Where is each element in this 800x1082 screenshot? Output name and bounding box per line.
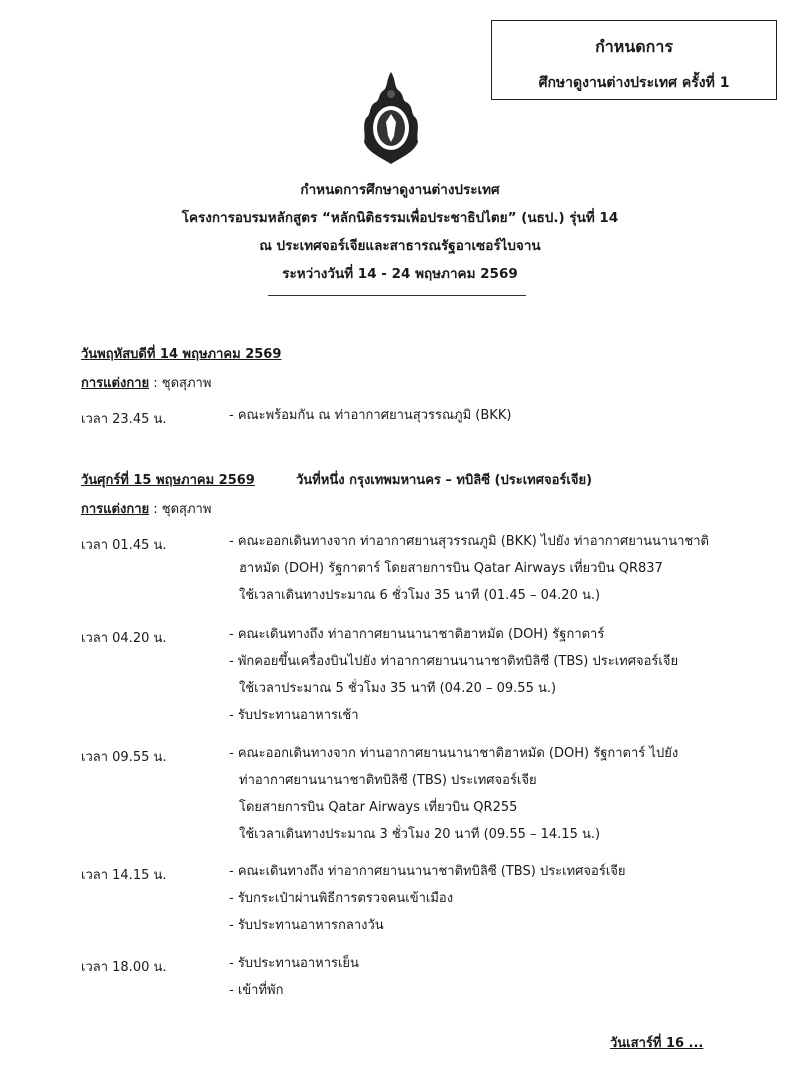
entry-time: เวลา 09.55 น. [81, 750, 167, 765]
entry-line: - รับกระเป๋าผ่านพิธีการตรวจคนเข้าเมือง [229, 891, 454, 906]
document-header [0, 176, 800, 288]
box-title: กำหนดการ [595, 37, 673, 56]
entry-lines [229, 402, 729, 429]
dress-code-label: การแต่งกาย [81, 376, 150, 391]
day-title: วันที่หนึ่ง กรุงเทพมหานคร – ทบิลิซี (ประเทศจอร์เจีย) [296, 473, 593, 488]
entry-line: - เข้าที่พัก [229, 983, 284, 998]
entry-line: ฮาหมัด (DOH) รัฐกาตาร์ โดยสายการบิน Qatar Airways เที่ยวบิน QR837 [239, 561, 663, 576]
entry-lines [229, 621, 729, 729]
dress-code-label: การแต่งกาย [81, 502, 150, 517]
entry-lines [229, 858, 729, 939]
entry-line: - คณะออกเดินทางจาก ท่านอากาศยานนานาชาติฮาหมัด (DOH) รัฐกาตาร์ ไปยัง [229, 746, 679, 761]
entry-lines [229, 740, 729, 848]
entry-lines [229, 528, 729, 609]
entry-line: - รับประทานอาหารกลางวัน [229, 918, 384, 933]
entry-line: ใช้เวลาประมาณ 5 ชั่วโมง 35 นาที (04.20 – 09.55 น.) [239, 681, 557, 696]
entry-time: เวลา 14.15 น. [81, 868, 167, 883]
entry-lines [229, 950, 729, 1004]
entry-line: - คณะออกเดินทางจาก ท่าอากาศยานสุวรรณภูมิ (BKK) ไปยัง ท่าอากาศยานนานาชาติ [229, 534, 709, 549]
entry-line: - คณะพร้อมกัน ณ ท่าอากาศยานสุวรรณภูมิ (BKK) [229, 408, 512, 423]
header-line-3: ณ ประเทศจอร์เจียและสาธารณรัฐอาเซอร์ไบจาน [259, 238, 541, 254]
entry-line: - พักคอยขึ้นเครื่องบินไปยัง ท่าอากาศยานนานาชาติทบิลิซี (TBS) ประเทศจอร์เจีย [229, 654, 679, 669]
header-line-1: กำหนดการศึกษาดูงานต่างประเทศ [300, 182, 500, 198]
box-subtitle: ศึกษาดูงานต่างประเทศ ครั้งที่ 1 [538, 75, 730, 91]
dress-code-value: : ชุดสุภาพ [149, 502, 212, 517]
header-line-2: โครงการอบรมหลักสูตร “หลักนิติธรรมเพื่อประชาธิปไตย” (นธป.) รุ่นที่ 14 [181, 210, 619, 226]
day-date: วันศุกร์ที่ 15 พฤษภาคม 2569 [81, 473, 255, 488]
header-divider [268, 295, 526, 296]
entry-line: ท่าอากาศยานนานาชาติทบิลิซี (TBS) ประเทศจอร์เจีย [239, 773, 537, 788]
entry-line: - คณะเดินทางถึง ท่าอากาศยานนานาชาติฮาหมัด (DOH) รัฐกาตาร์ [229, 627, 605, 642]
entry-line: - รับประทานอาหารเย็น [229, 956, 359, 971]
entry-time: เวลา 04.20 น. [81, 631, 167, 646]
entry-time: เวลา 18.00 น. [81, 960, 167, 975]
entry-time: เวลา 01.45 น. [81, 538, 167, 553]
entry-line: ใช้เวลาเดินทางประมาณ 6 ชั่วโมง 35 นาที (01.45 – 04.20 น.) [239, 588, 601, 603]
entry-line: - คณะเดินทางถึง ท่าอากาศยานนานาชาติทบิลิซี (TBS) ประเทศจอร์เจีย [229, 864, 626, 879]
dress-code [81, 372, 211, 393]
dress-code [81, 498, 211, 519]
entry-line: - รับประทานอาหารเช้า [229, 708, 359, 723]
header-line-4: ระหว่างวันที่ 14 - 24 พฤษภาคม 2569 [282, 266, 518, 282]
entry-line: ใช้เวลาเดินทางประมาณ 3 ชั่วโมง 20 นาที (09.55 – 14.15 น.) [239, 827, 601, 842]
dress-code-value: : ชุดสุภาพ [149, 376, 212, 391]
day-date: วันพฤหัสบดีที่ 14 พฤษภาคม 2569 [81, 347, 282, 362]
court-emblem-icon [358, 70, 424, 166]
entry-time: เวลา 23.45 น. [81, 412, 167, 427]
schedule-label-box [491, 20, 777, 100]
entry-line: โดยสายการบิน Qatar Airways เที่ยวบิน QR255 [239, 800, 518, 815]
next-page-continuation: วันเสาร์ที่ 16 ... [610, 1036, 704, 1051]
